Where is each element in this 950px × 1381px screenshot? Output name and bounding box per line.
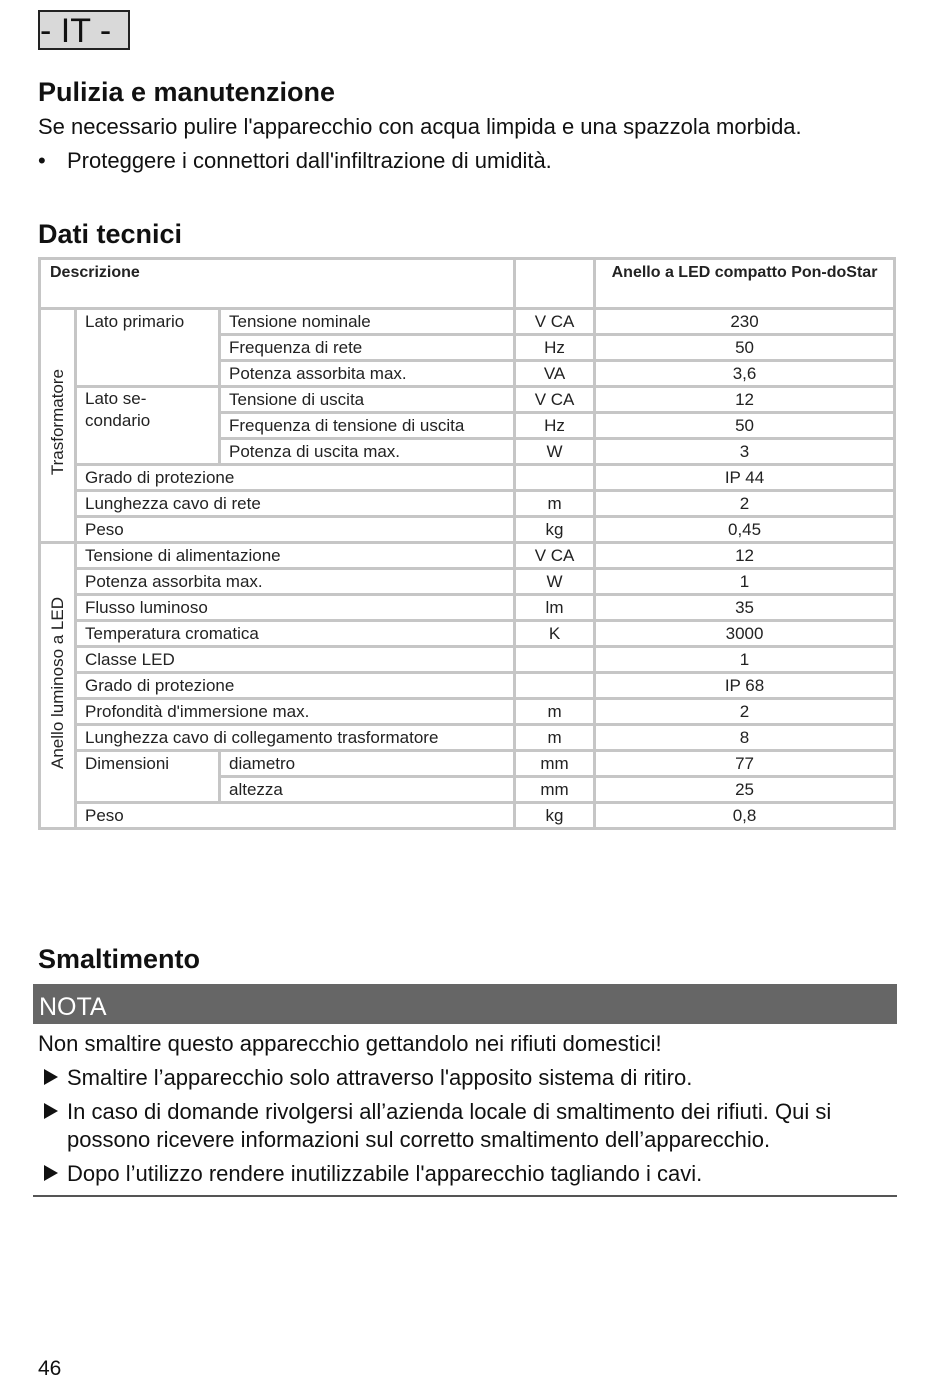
- group-led-ring: [40, 543, 76, 829]
- bullet-dot: •: [38, 148, 46, 173]
- table-row: [40, 699, 895, 725]
- row-unit: mm: [515, 751, 595, 777]
- table-row: [40, 465, 895, 491]
- row-unit: VA: [515, 361, 595, 387]
- language-tag: - IT -: [38, 10, 130, 50]
- table-row: [40, 725, 895, 751]
- row-unit: K: [515, 621, 595, 647]
- table-row: [40, 751, 895, 777]
- disposal-heading: Smaltimento: [38, 944, 201, 974]
- row-unit: V CA: [515, 387, 595, 413]
- tech-heading: Dati tecnici: [38, 219, 183, 249]
- row-label: Classe LED: [76, 647, 515, 673]
- row-value: 3,6: [595, 361, 895, 387]
- table-row: [40, 673, 895, 699]
- row-unit: m: [515, 491, 595, 517]
- row-label: Lunghezza cavo di collegamento trasformatore: [76, 725, 515, 751]
- row-value: 2: [595, 699, 895, 725]
- table-row: [40, 491, 895, 517]
- cleaning-heading: Pulizia e manutenzione: [38, 77, 336, 107]
- row-label: Peso: [76, 517, 515, 543]
- header-unit: [515, 259, 595, 309]
- row-label: Frequenza di tensione di uscita: [220, 413, 515, 439]
- row-label: Frequenza di rete: [220, 335, 515, 361]
- row-unit: [515, 465, 595, 491]
- table-row: [40, 387, 895, 413]
- row-label: diametro: [220, 751, 515, 777]
- table-header-row: [40, 259, 895, 309]
- row-value: IP 68: [595, 673, 895, 699]
- arrow-right-icon: [44, 1103, 58, 1119]
- table-row: [40, 543, 895, 569]
- row-value: IP 44: [595, 465, 895, 491]
- table-row: [40, 621, 895, 647]
- header-product: Anello a LED compatto Pon-doStar: [595, 259, 895, 309]
- table-row: [40, 647, 895, 673]
- row-unit: mm: [515, 777, 595, 803]
- subgroup-label-line: condario: [85, 411, 151, 430]
- row-value: 0,45: [595, 517, 895, 543]
- row-label: Profondità d'immersione max.: [76, 699, 515, 725]
- row-value: 12: [595, 387, 895, 413]
- row-unit: [515, 647, 595, 673]
- row-value: 3: [595, 439, 895, 465]
- row-label: Potenza assorbita max.: [76, 569, 515, 595]
- row-value: 230: [595, 309, 895, 335]
- row-unit: V CA: [515, 543, 595, 569]
- row-value: 8: [595, 725, 895, 751]
- row-value: 35: [595, 595, 895, 621]
- row-unit: kg: [515, 517, 595, 543]
- table-row: [40, 569, 895, 595]
- row-label: Peso: [76, 803, 515, 829]
- row-unit: V CA: [515, 309, 595, 335]
- row-value: 2: [595, 491, 895, 517]
- row-label: Lunghezza cavo di rete: [76, 491, 515, 517]
- row-value: 1: [595, 647, 895, 673]
- row-value: 25: [595, 777, 895, 803]
- row-unit: W: [515, 439, 595, 465]
- row-label: altezza: [220, 777, 515, 803]
- note-banner: NOTA: [33, 984, 897, 1024]
- row-unit: Hz: [515, 413, 595, 439]
- row-value: 50: [595, 335, 895, 361]
- row-unit: kg: [515, 803, 595, 829]
- row-unit: lm: [515, 595, 595, 621]
- row-label: Tensione nominale: [220, 309, 515, 335]
- disposal-step: Smaltire l’apparecchio solo attraverso l'apposito sistema di ritiro.: [67, 1065, 693, 1090]
- cleaning-text: Se necessario pulire l'apparecchio con acqua limpida e una spazzola morbida.: [38, 114, 802, 139]
- arrow-right-icon: [44, 1165, 58, 1181]
- row-label: Temperatura cromatica: [76, 621, 515, 647]
- disposal-step: In caso di domande rivolgersi all’azienda locale di smaltimento dei rifiuti. Qui si possono ricevere informazioni sul corretto smaltimento dell’apparecchio.: [67, 1099, 832, 1152]
- row-label: Grado di protezione: [76, 465, 515, 491]
- table-row: [40, 595, 895, 621]
- row-unit: m: [515, 699, 595, 725]
- row-label: Flusso luminoso: [76, 595, 515, 621]
- table-row: [40, 803, 895, 829]
- subgroup-label-line: Lato se-: [85, 389, 147, 408]
- table-row: [40, 309, 895, 335]
- group-transformer: [40, 309, 76, 543]
- arrow-right-icon: [44, 1069, 58, 1085]
- header-description: Descrizione: [40, 259, 515, 309]
- row-label: Potenza di uscita max.: [220, 439, 515, 465]
- row-label: Tensione di alimentazione: [76, 543, 515, 569]
- row-value: 12: [595, 543, 895, 569]
- row-label: Grado di protezione: [76, 673, 515, 699]
- subgroup-dimensions: Dimensioni: [76, 751, 220, 803]
- group-label: Anello luminoso a LED: [48, 596, 67, 769]
- row-value: 1: [595, 569, 895, 595]
- group-label: Trasformatore: [48, 369, 67, 476]
- row-value: 77: [595, 751, 895, 777]
- table-row: [40, 517, 895, 543]
- row-value: 0,8: [595, 803, 895, 829]
- row-unit: W: [515, 569, 595, 595]
- subgroup-primary: Lato primario: [76, 309, 220, 387]
- section-divider: [33, 1195, 897, 1197]
- row-unit: m: [515, 725, 595, 751]
- disposal-step: Dopo l’utilizzo rendere inutilizzabile l'apparecchio tagliando i cavi.: [67, 1161, 703, 1186]
- row-unit: Hz: [515, 335, 595, 361]
- row-label: Potenza assorbita max.: [220, 361, 515, 387]
- row-value: 50: [595, 413, 895, 439]
- subgroup-secondary: [76, 387, 220, 465]
- cleaning-bullet: Proteggere i connettori dall'infiltrazione di umidità.: [67, 148, 552, 173]
- row-unit: [515, 673, 595, 699]
- page-number: 46: [38, 1357, 62, 1380]
- row-value: 3000: [595, 621, 895, 647]
- disposal-text: Non smaltire questo apparecchio gettandolo nei rifiuti domestici!: [38, 1031, 662, 1056]
- row-label: Tensione di uscita: [220, 387, 515, 413]
- tech-data-table: [38, 257, 896, 830]
